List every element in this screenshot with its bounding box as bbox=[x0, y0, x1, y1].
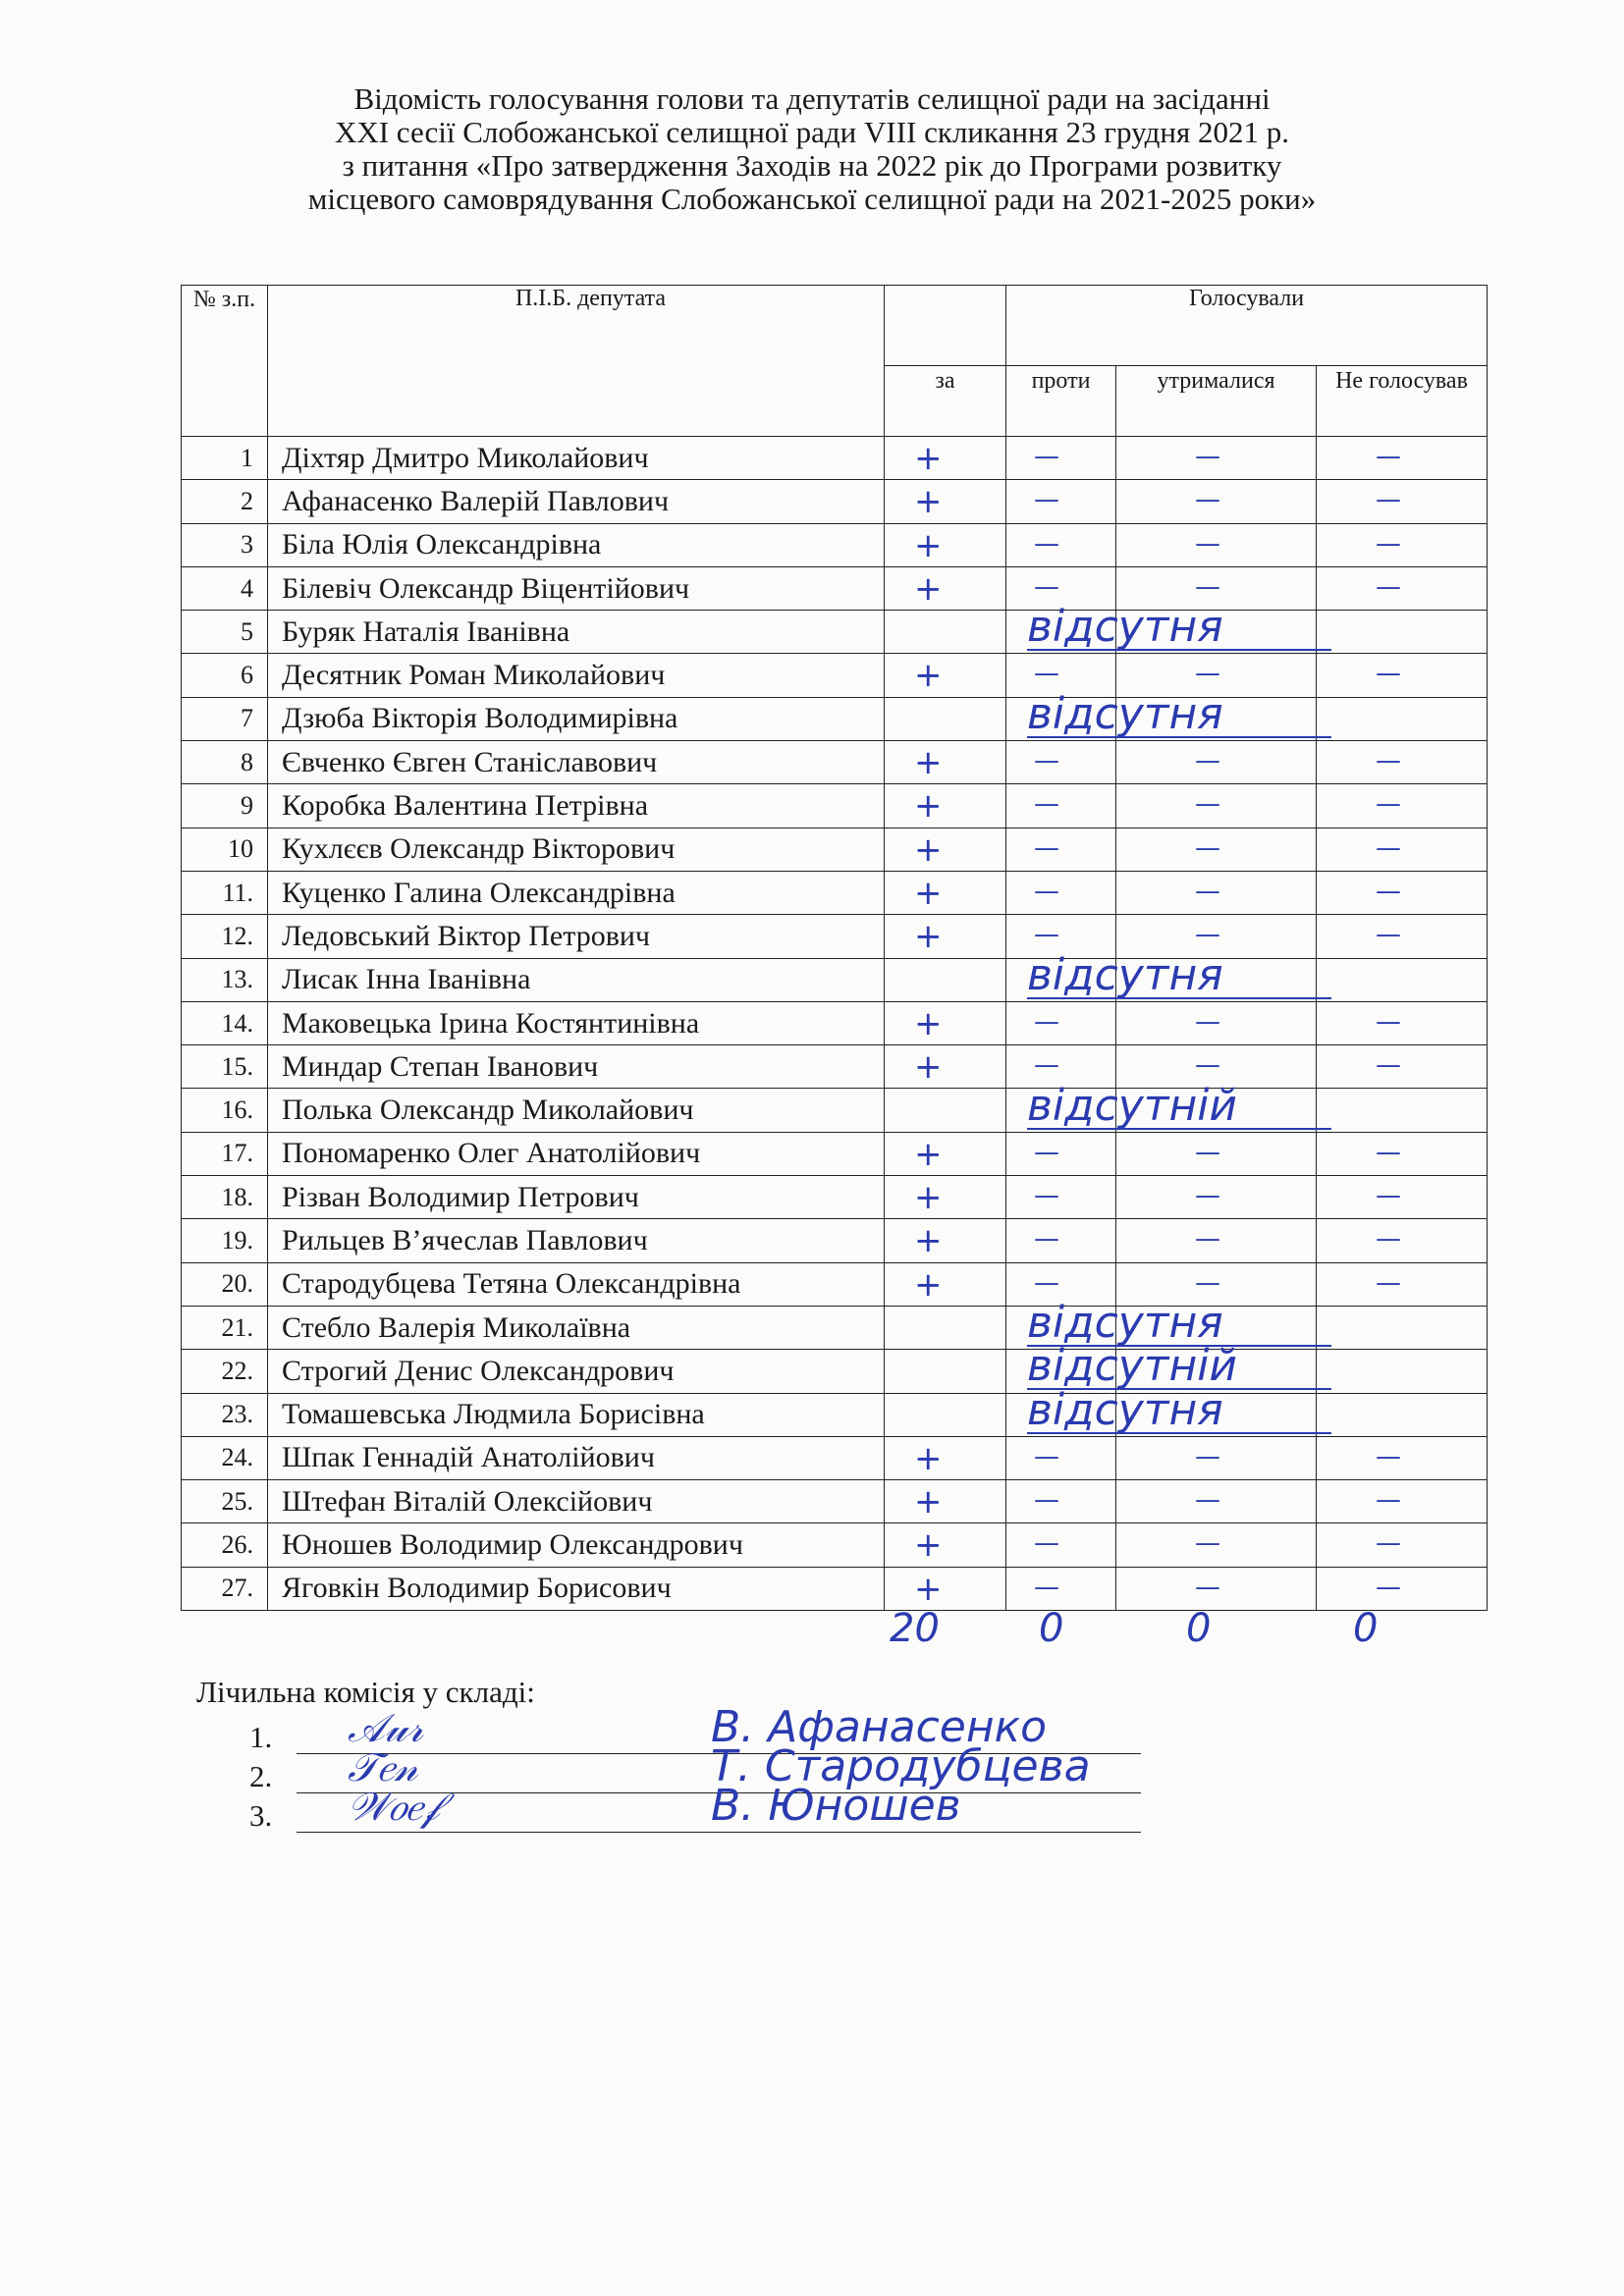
absent-note: відсутня bbox=[1027, 954, 1331, 999]
vote-for-cell bbox=[885, 1393, 1006, 1436]
dash-mark: — bbox=[1034, 876, 1057, 906]
vote-notvoted-cell bbox=[1317, 437, 1488, 480]
vote-abstain-cell bbox=[1116, 437, 1317, 480]
row-number: 16. bbox=[182, 1089, 268, 1132]
vote-notvoted-cell bbox=[1317, 1306, 1488, 1349]
title-line-1: Відомість голосування голови та депутатів селищної ради на засіданні bbox=[353, 81, 1271, 116]
row-number: 11. bbox=[182, 871, 268, 914]
dash-mark: — bbox=[1376, 1006, 1399, 1037]
header-name-label: П.І.Б. депутата bbox=[514, 286, 667, 311]
dash-mark: — bbox=[1376, 789, 1399, 820]
table-row bbox=[182, 871, 1488, 914]
vote-abstain-cell bbox=[1116, 1001, 1317, 1044]
deputy-name: Куценко Галина Олександрівна bbox=[268, 871, 885, 914]
vote-against-cell bbox=[1006, 1132, 1116, 1175]
dash-mark: — bbox=[1195, 485, 1218, 515]
plus-mark: + bbox=[914, 568, 943, 609]
vote-abstain-cell bbox=[1116, 828, 1317, 871]
row-number: 4 bbox=[182, 566, 268, 610]
vote-notvoted-cell bbox=[1317, 1436, 1488, 1479]
deputy-name: Євченко Євген Станіславович bbox=[268, 741, 885, 784]
commission-member-3 bbox=[249, 1781, 1153, 1838]
row-number: 7 bbox=[182, 697, 268, 740]
vote-notvoted-cell bbox=[1317, 480, 1488, 523]
deputy-name: Миндар Степан Іванович bbox=[268, 1045, 885, 1089]
vote-for-cell bbox=[885, 1567, 1006, 1610]
plus-mark: + bbox=[914, 482, 943, 522]
vote-abstain-cell bbox=[1116, 1176, 1317, 1219]
deputy-name: Полька Олександр Миколайович bbox=[268, 1089, 885, 1132]
absent-note: відсутня bbox=[1027, 693, 1331, 738]
vote-abstain-cell bbox=[1116, 1132, 1317, 1175]
vote-abstain-cell bbox=[1116, 1480, 1317, 1523]
absent-note: відсутній bbox=[1027, 1345, 1331, 1390]
table-row bbox=[182, 523, 1488, 566]
deputy-name: Діхтяр Дмитро Миколайович bbox=[268, 437, 885, 480]
total-notvoted: 0 bbox=[1353, 1606, 1379, 1651]
dash-mark: — bbox=[1034, 485, 1057, 515]
row-number: 27. bbox=[182, 1567, 268, 1610]
header-against: проти bbox=[1006, 366, 1116, 437]
vote-for-cell bbox=[885, 437, 1006, 480]
table-row bbox=[182, 1045, 1488, 1089]
vote-notvoted-cell bbox=[1317, 1567, 1488, 1610]
vote-against-cell bbox=[1006, 1219, 1116, 1262]
vote-for-cell bbox=[885, 1436, 1006, 1479]
vote-notvoted-cell bbox=[1317, 566, 1488, 610]
vote-for-cell bbox=[885, 654, 1006, 697]
deputy-name: Афанасенко Валерій Павлович bbox=[268, 480, 885, 523]
vote-for-cell bbox=[885, 1001, 1006, 1044]
vote-abstain-cell bbox=[1116, 1567, 1317, 1610]
vote-notvoted-cell bbox=[1317, 654, 1488, 697]
vote-abstain-cell bbox=[1116, 523, 1317, 566]
vote-notvoted-cell bbox=[1317, 1001, 1488, 1044]
vote-for-cell bbox=[885, 1262, 1006, 1306]
deputy-name: Коробка Валентина Петрівна bbox=[268, 784, 885, 828]
vote-for-cell bbox=[885, 523, 1006, 566]
absent-note: відсутня bbox=[1027, 1389, 1331, 1434]
table-row bbox=[182, 566, 1488, 610]
vote-notvoted-cell bbox=[1317, 784, 1488, 828]
vote-against-cell bbox=[1006, 784, 1116, 828]
dash-mark: — bbox=[1034, 746, 1057, 776]
vote-notvoted-cell bbox=[1317, 1219, 1488, 1262]
deputy-name: Буряк Наталія Іванівна bbox=[268, 611, 885, 654]
vote-abstain-cell bbox=[1116, 480, 1317, 523]
vote-for-cell bbox=[885, 915, 1006, 958]
signature-mark: 𝒜𝓊𝓇 bbox=[348, 1706, 424, 1751]
vote-notvoted-cell bbox=[1317, 828, 1488, 871]
dash-mark: — bbox=[1034, 1572, 1057, 1602]
vote-for-cell bbox=[885, 871, 1006, 914]
deputy-name: Дзюба Вікторія Володимирівна bbox=[268, 697, 885, 740]
vote-for-cell bbox=[885, 1045, 1006, 1089]
plus-mark: + bbox=[914, 786, 943, 827]
dash-mark: — bbox=[1195, 920, 1218, 950]
row-number: 25. bbox=[182, 1480, 268, 1523]
signature-mark: 𝒲𝑜𝑒𝒻 bbox=[348, 1785, 440, 1830]
dash-mark: — bbox=[1034, 1137, 1057, 1167]
deputy-name: Кухлєєв Олександр Вікторович bbox=[268, 828, 885, 871]
plus-mark: + bbox=[914, 1221, 943, 1261]
plus-mark: + bbox=[914, 1178, 943, 1218]
vote-notvoted-cell bbox=[1317, 697, 1488, 740]
plus-mark: + bbox=[914, 917, 943, 957]
deputy-name: Томашевська Людмила Борисівна bbox=[268, 1393, 885, 1436]
dash-mark: — bbox=[1376, 442, 1399, 471]
vote-against-cell bbox=[1006, 480, 1116, 523]
header-name bbox=[268, 286, 885, 437]
dash-mark: — bbox=[1376, 1050, 1399, 1081]
row-number: 6 bbox=[182, 654, 268, 697]
dash-mark: — bbox=[1034, 1006, 1057, 1037]
total-abstain: 0 bbox=[1186, 1606, 1212, 1651]
dash-mark: — bbox=[1195, 1137, 1218, 1167]
vote-notvoted-cell bbox=[1317, 1350, 1488, 1393]
table-row bbox=[182, 1567, 1488, 1610]
dash-mark: — bbox=[1195, 1224, 1218, 1255]
table-row bbox=[182, 1219, 1488, 1262]
absent-note: відсутня bbox=[1027, 606, 1331, 651]
deputy-name: Строгий Денис Олександрович bbox=[268, 1350, 885, 1393]
header-abstain: утрималися bbox=[1116, 366, 1317, 437]
table-row bbox=[182, 1436, 1488, 1479]
vote-against-cell bbox=[1006, 523, 1116, 566]
dash-mark: — bbox=[1376, 571, 1399, 602]
vote-for-cell bbox=[885, 828, 1006, 871]
vote-notvoted-cell bbox=[1317, 1132, 1488, 1175]
plus-mark: + bbox=[914, 873, 943, 913]
vote-against-cell bbox=[1006, 1001, 1116, 1044]
dash-mark: — bbox=[1376, 485, 1399, 515]
deputy-name: Рильцев В’ячеслав Павлович bbox=[268, 1219, 885, 1262]
vote-abstain-cell bbox=[1116, 784, 1317, 828]
dash-mark: — bbox=[1195, 832, 1218, 863]
vote-notvoted-cell bbox=[1317, 1523, 1488, 1567]
vote-for-cell bbox=[885, 1350, 1006, 1393]
deputy-name: Білевіч Олександр Віцентійович bbox=[268, 566, 885, 610]
dash-mark: — bbox=[1034, 442, 1057, 471]
vote-notvoted-cell bbox=[1317, 1393, 1488, 1436]
row-number: 3 bbox=[182, 523, 268, 566]
plus-mark: + bbox=[914, 829, 943, 870]
commission-member-number: 3. bbox=[249, 1798, 273, 1833]
row-number: 10 bbox=[182, 828, 268, 871]
row-number: 17. bbox=[182, 1132, 268, 1175]
dash-mark: — bbox=[1195, 1441, 1218, 1471]
plus-mark: + bbox=[914, 1569, 943, 1609]
row-number: 12. bbox=[182, 915, 268, 958]
vote-for-cell bbox=[885, 1176, 1006, 1219]
commission-label: Лічильна комісія у складі: bbox=[196, 1675, 535, 1709]
vote-for-cell bbox=[885, 1219, 1006, 1262]
vote-for-cell bbox=[885, 1306, 1006, 1349]
table-row bbox=[182, 915, 1488, 958]
row-number: 1 bbox=[182, 437, 268, 480]
row-number: 20. bbox=[182, 1262, 268, 1306]
dash-mark: — bbox=[1034, 1050, 1057, 1081]
vote-notvoted-cell bbox=[1317, 1176, 1488, 1219]
dash-mark: — bbox=[1195, 1050, 1218, 1081]
header-for: за bbox=[885, 366, 1006, 437]
row-number: 14. bbox=[182, 1001, 268, 1044]
header-empty bbox=[885, 286, 1006, 366]
dash-mark: — bbox=[1376, 920, 1399, 950]
dash-mark: — bbox=[1376, 1267, 1399, 1298]
dash-mark: — bbox=[1195, 1485, 1218, 1516]
vote-for-cell bbox=[885, 1523, 1006, 1567]
commission-member-number: 2. bbox=[249, 1759, 273, 1793]
dash-mark: — bbox=[1195, 659, 1218, 689]
dash-mark: — bbox=[1034, 1224, 1057, 1255]
title-line-4: місцевого самоврядування Слобожанської селищної ради на 2021-2025 роки» bbox=[307, 182, 1317, 216]
dash-mark: — bbox=[1376, 1181, 1399, 1211]
deputy-name: Десятник Роман Миколайович bbox=[268, 654, 885, 697]
row-number: 9 bbox=[182, 784, 268, 828]
row-number: 22. bbox=[182, 1350, 268, 1393]
table-row bbox=[182, 1480, 1488, 1523]
vote-for-cell bbox=[885, 566, 1006, 610]
vote-against-cell bbox=[1006, 437, 1116, 480]
dash-mark: — bbox=[1195, 1267, 1218, 1298]
vote-for-cell bbox=[885, 741, 1006, 784]
vote-notvoted-cell bbox=[1317, 741, 1488, 784]
vote-against-cell bbox=[1006, 741, 1116, 784]
dash-mark: — bbox=[1376, 1572, 1399, 1602]
vote-against-cell bbox=[1006, 1480, 1116, 1523]
plus-mark: + bbox=[914, 743, 943, 783]
table-row bbox=[182, 784, 1488, 828]
row-number: 26. bbox=[182, 1523, 268, 1567]
vote-against-cell bbox=[1006, 1523, 1116, 1567]
vote-against-cell bbox=[1006, 828, 1116, 871]
plus-mark: + bbox=[914, 1003, 943, 1043]
plus-mark: + bbox=[914, 439, 943, 478]
table-row bbox=[182, 828, 1488, 871]
dash-mark: — bbox=[1195, 528, 1218, 559]
header-number: № з.п. bbox=[182, 286, 268, 437]
table-row bbox=[182, 1132, 1488, 1175]
deputy-name: Шпак Геннадій Анатолійович bbox=[268, 1436, 885, 1479]
table-row bbox=[182, 1001, 1488, 1044]
deputy-name: Лисак Інна Іванівна bbox=[268, 958, 885, 1001]
dash-mark: — bbox=[1195, 876, 1218, 906]
vote-for-cell bbox=[885, 1132, 1006, 1175]
vote-notvoted-cell bbox=[1317, 1089, 1488, 1132]
dash-mark: — bbox=[1195, 789, 1218, 820]
dash-mark: — bbox=[1195, 1181, 1218, 1211]
table-row bbox=[182, 437, 1488, 480]
vote-for-cell bbox=[885, 1089, 1006, 1132]
dash-mark: — bbox=[1195, 746, 1218, 776]
vote-against-cell bbox=[1006, 1176, 1116, 1219]
dash-mark: — bbox=[1034, 1267, 1057, 1298]
dash-mark: — bbox=[1034, 571, 1057, 602]
vote-abstain-cell bbox=[1116, 871, 1317, 914]
vote-against-cell bbox=[1006, 871, 1116, 914]
absent-note: відсутня bbox=[1027, 1302, 1331, 1347]
dash-mark: — bbox=[1376, 832, 1399, 863]
plus-mark: + bbox=[914, 1134, 943, 1174]
table-row bbox=[182, 480, 1488, 523]
dash-mark: — bbox=[1376, 1528, 1399, 1559]
signature-mark: 𝒯𝑒𝓃 bbox=[348, 1745, 418, 1790]
deputy-name: Юношев Володимир Олександрович bbox=[268, 1523, 885, 1567]
vote-abstain-cell bbox=[1116, 741, 1317, 784]
vote-for-cell bbox=[885, 697, 1006, 740]
vote-notvoted-cell bbox=[1317, 958, 1488, 1001]
table-row bbox=[182, 654, 1488, 697]
deputy-name: Стебло Валерія Миколаївна bbox=[268, 1306, 885, 1349]
dash-mark: — bbox=[1195, 442, 1218, 471]
dash-mark: — bbox=[1034, 1528, 1057, 1559]
plus-mark: + bbox=[914, 1482, 943, 1522]
commission-member-name: Т. Стародубцева bbox=[711, 1741, 1091, 1791]
row-number: 15. bbox=[182, 1045, 268, 1089]
dash-mark: — bbox=[1034, 659, 1057, 689]
vote-notvoted-cell bbox=[1317, 523, 1488, 566]
header-notvoted: Не голосував bbox=[1317, 366, 1488, 437]
vote-for-cell bbox=[885, 480, 1006, 523]
vote-abstain-cell bbox=[1116, 1436, 1317, 1479]
vote-notvoted-cell bbox=[1317, 1480, 1488, 1523]
dash-mark: — bbox=[1034, 1485, 1057, 1516]
row-number: 19. bbox=[182, 1219, 268, 1262]
row-number: 5 bbox=[182, 611, 268, 654]
row-number: 24. bbox=[182, 1436, 268, 1479]
dash-mark: — bbox=[1376, 1137, 1399, 1167]
row-number: 21. bbox=[182, 1306, 268, 1349]
row-number: 2 bbox=[182, 480, 268, 523]
vote-totals bbox=[0, 1606, 1624, 1665]
dash-mark: — bbox=[1034, 528, 1057, 559]
dash-mark: — bbox=[1195, 1006, 1218, 1037]
plus-mark: + bbox=[914, 1438, 943, 1478]
deputy-name: Пономаренко Олег Анатолійович bbox=[268, 1132, 885, 1175]
row-number: 23. bbox=[182, 1393, 268, 1436]
title-line-3: з питання «Про затвердження Заходів на 2022 рік до Програми розвитку bbox=[342, 148, 1282, 183]
title-line-2: XXI сесії Слобожанської селищної ради VIII скликання 23 грудня 2021 р. bbox=[334, 115, 1290, 149]
dash-mark: — bbox=[1376, 659, 1399, 689]
table-row bbox=[182, 1523, 1488, 1567]
total-against: 0 bbox=[1039, 1606, 1064, 1651]
vote-notvoted-cell bbox=[1317, 1045, 1488, 1089]
total-for: 20 bbox=[890, 1606, 940, 1651]
deputy-name: Різван Володимир Петрович bbox=[268, 1176, 885, 1219]
table-row bbox=[182, 1262, 1488, 1306]
plus-mark: + bbox=[914, 656, 943, 696]
dash-mark: — bbox=[1376, 746, 1399, 776]
deputy-name: Штефан Віталій Олексійович bbox=[268, 1480, 885, 1523]
dash-mark: — bbox=[1195, 1528, 1218, 1559]
deputy-name: Яговкін Володимир Борисович bbox=[268, 1567, 885, 1610]
dash-mark: — bbox=[1034, 1441, 1057, 1471]
plus-mark: + bbox=[914, 1264, 943, 1305]
vote-abstain-cell bbox=[1116, 1523, 1317, 1567]
table-row bbox=[182, 741, 1488, 784]
plus-mark: + bbox=[914, 1525, 943, 1566]
row-number: 18. bbox=[182, 1176, 268, 1219]
vote-notvoted-cell bbox=[1317, 611, 1488, 654]
vote-notvoted-cell bbox=[1317, 915, 1488, 958]
dash-mark: — bbox=[1034, 1181, 1057, 1211]
vote-abstain-cell bbox=[1116, 1219, 1317, 1262]
dash-mark: — bbox=[1376, 1441, 1399, 1471]
vote-notvoted-cell bbox=[1317, 1262, 1488, 1306]
vote-for-cell bbox=[885, 784, 1006, 828]
header-voted: Голосували bbox=[1006, 286, 1488, 366]
vote-against-cell bbox=[1006, 1567, 1116, 1610]
vote-for-cell bbox=[885, 1480, 1006, 1523]
vote-against-cell bbox=[1006, 1436, 1116, 1479]
deputy-name: Ледовський Віктор Петрович bbox=[268, 915, 885, 958]
plus-mark: + bbox=[914, 1047, 943, 1088]
dash-mark: — bbox=[1376, 1485, 1399, 1516]
deputy-name: Біла Юлія Олександрівна bbox=[268, 523, 885, 566]
dash-mark: — bbox=[1376, 1224, 1399, 1255]
deputy-name: Стародубцева Тетяна Олександрівна bbox=[268, 1262, 885, 1306]
dash-mark: — bbox=[1195, 1572, 1218, 1602]
document-title bbox=[147, 82, 1477, 216]
commission-member-name: В. Афанасенко bbox=[711, 1702, 1048, 1752]
dash-mark: — bbox=[1034, 832, 1057, 863]
absent-note: відсутній bbox=[1027, 1085, 1331, 1130]
dash-mark: — bbox=[1376, 528, 1399, 559]
row-number: 8 bbox=[182, 741, 268, 784]
deputy-name: Маковецька Ірина Костянтинівна bbox=[268, 1001, 885, 1044]
vote-notvoted-cell bbox=[1317, 871, 1488, 914]
vote-for-cell bbox=[885, 958, 1006, 1001]
vote-for-cell bbox=[885, 611, 1006, 654]
row-number: 13. bbox=[182, 958, 268, 1001]
dash-mark: — bbox=[1034, 920, 1057, 950]
plus-mark: + bbox=[914, 525, 943, 565]
dash-mark: — bbox=[1376, 876, 1399, 906]
commission-member-name: В. Юношев bbox=[711, 1781, 961, 1831]
table-row bbox=[182, 1176, 1488, 1219]
dash-mark: — bbox=[1034, 789, 1057, 820]
signature-line bbox=[297, 1832, 1141, 1833]
commission-member-number: 1. bbox=[249, 1720, 273, 1754]
dash-mark: — bbox=[1195, 571, 1218, 602]
